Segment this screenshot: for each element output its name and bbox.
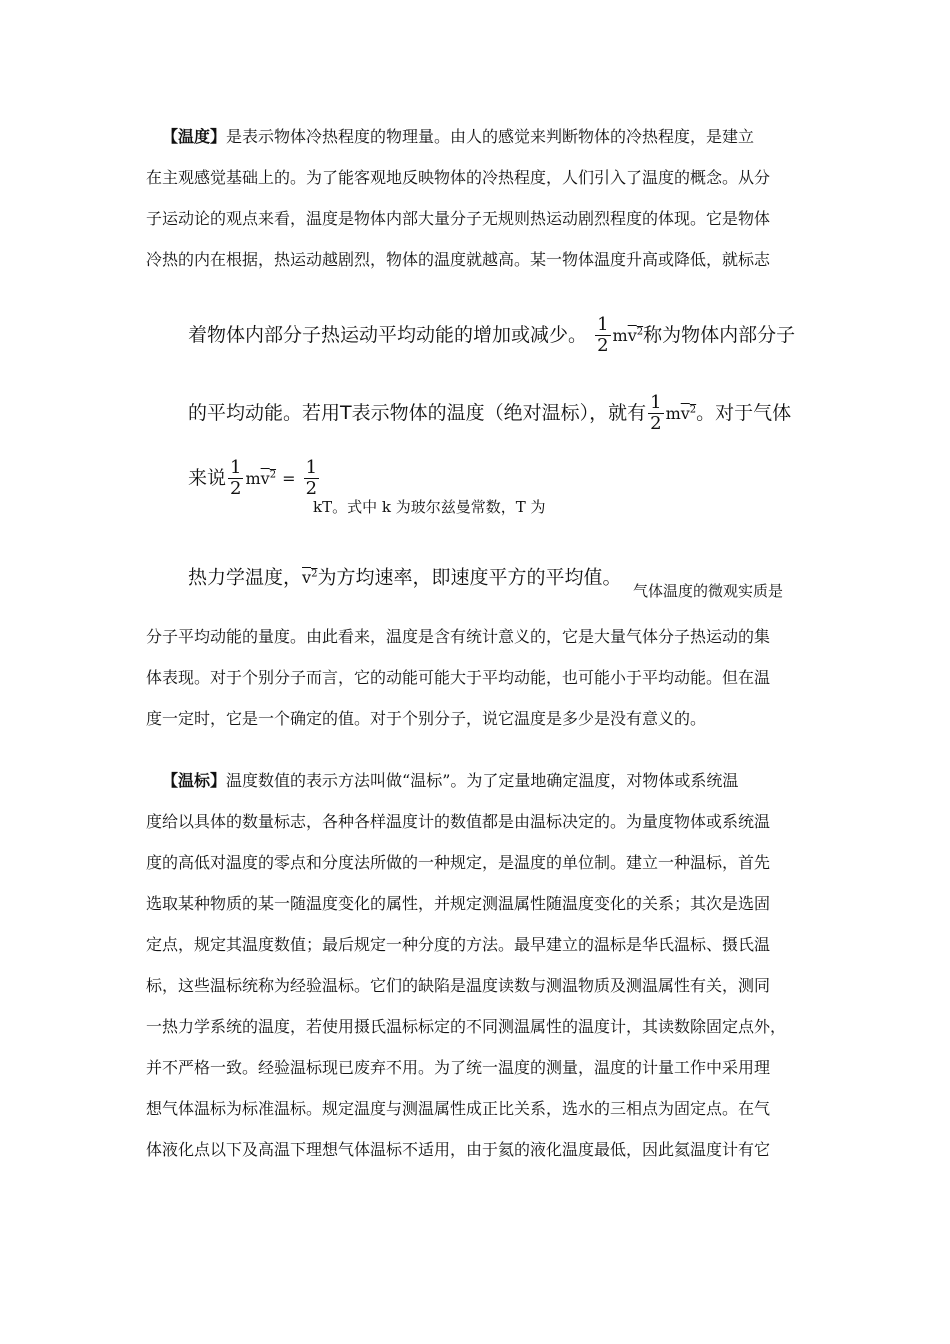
term-temperature-scale: 【温标】 (162, 771, 227, 790)
paragraph-scale-line-2: 度给以具体的数量标志，各种各样温度计的数值都是由温标决定的。为量度物体或系统温 (146, 812, 771, 831)
fraction-half: $\frac{1}{2}$ (305, 457, 318, 499)
fraction-half: $\frac{1}{2}$ (650, 392, 662, 434)
paragraph-temperature-line-1: 【温度】是表示物体冷热程度的物理量。由人的感觉来判断物体的冷热程度，是建立 (162, 127, 755, 146)
paragraph-scale-line-7: 一热力学系统的温度，若使用摄氏温标标定的不同测温属性的温度计，其读数除固定点外， (146, 1017, 787, 1036)
paragraph-scale-line-5: 定点，规定其温度数值；最后规定一种分度的方法。最早建立的温标是华氏温标、摄氏温 (146, 935, 771, 954)
v-squared-term: $v^2$ (302, 568, 318, 588)
formula-line-4: 热力学温度，$v^2$为方均速率，即速度平方的平均值。 (188, 566, 622, 589)
formula-line-3-text: kT。式中 k 为玻尔兹曼常数，T 为 (313, 498, 546, 516)
paragraph-temperature-cont-line-2: 体表现。对于个别分子而言，它的动能可能大于平均动能，也可能小于平均动能。但在温 (146, 668, 771, 687)
fraction-half: $\frac{1}{2}$ (597, 314, 609, 356)
paragraph-scale-line-10: 体液化点以下及高温下理想气体温标不适用，由于氦的液化温度最低，因此氦温度计有它 (146, 1140, 771, 1159)
fraction-half: $\frac{1}{2}$ (230, 457, 242, 499)
formula-line-4-text: 气体温度的微观实质是 (633, 582, 784, 600)
paragraph-temperature-cont-line-1: 分子平均动能的量度。由此看来，温度是含有统计意义的，它是大量气体分子热运动的集 (146, 627, 771, 646)
mv-squared-term: $mv^2$ (612, 326, 644, 345)
paragraph-temperature-line-3: 子运动论的观点来看，温度是物体内部大量分子无规则热运动剧烈程度的体现。它是物体 (146, 209, 771, 228)
term-temperature: 【温度】 (162, 127, 227, 146)
paragraph-temperature-line-2: 在主观感觉基础上的。为了能客观地反映物体的冷热程度，人们引入了温度的概念。从分 (146, 168, 771, 187)
formula-line-1: 着物体内部分子热运动平均动能的增加或减少。 $\frac{1}{2}$ $mv^2$称为物体内部分子 (188, 314, 796, 356)
paragraph-scale-line-6: 标，这些温标统称为经验温标。它们的缺陷是温度读数与测温物质及测温属性有关，测同 (146, 976, 771, 995)
formula-line-2: 的平均动能。若用T表示物体的温度（绝对温标），就有 $\frac{1}{2}$ $mv^2$。对于气体 (188, 392, 792, 434)
mv-squared-term: $mv^2$ (665, 404, 697, 423)
mv-squared-term: $mv^2$ (245, 469, 277, 488)
paragraph-scale-line-3: 度的高低对温度的零点和分度法所做的一种规定，是温度的单位制。建立一种温标，首先 (146, 853, 771, 872)
paragraph-scale-line-1: 【温标】温度数值的表示方法叫做“温标”。为了定量地确定温度，对物体或系统温 (162, 771, 739, 790)
formula-line-3: 来说 $\frac{1}{2}$ $mv^2$ = $\frac{1}{2}$ (188, 457, 318, 499)
paragraph-temperature-line-4: 冷热的内在根据，热运动越剧烈，物体的温度就越高。某一物体温度升高或降低，就标志 (146, 250, 771, 269)
paragraph-scale-line-4: 选取某种物质的某一随温度变化的属性，并规定测温属性随温度变化的关系；其次是选固 (146, 894, 771, 913)
paragraph-scale-line-9: 想气体温标为标准温标。规定温度与测温属性成正比关系，选水的三相点为固定点。在气 (146, 1099, 771, 1118)
paragraph-scale-line-8: 并不严格一致。经验温标现已废弃不用。为了统一温度的测量，温度的计量工作中采用理 (146, 1058, 771, 1077)
paragraph-temperature-cont-line-3: 度一定时，它是一个确定的值。对于个别分子，说它温度是多少是没有意义的。 (146, 709, 707, 728)
